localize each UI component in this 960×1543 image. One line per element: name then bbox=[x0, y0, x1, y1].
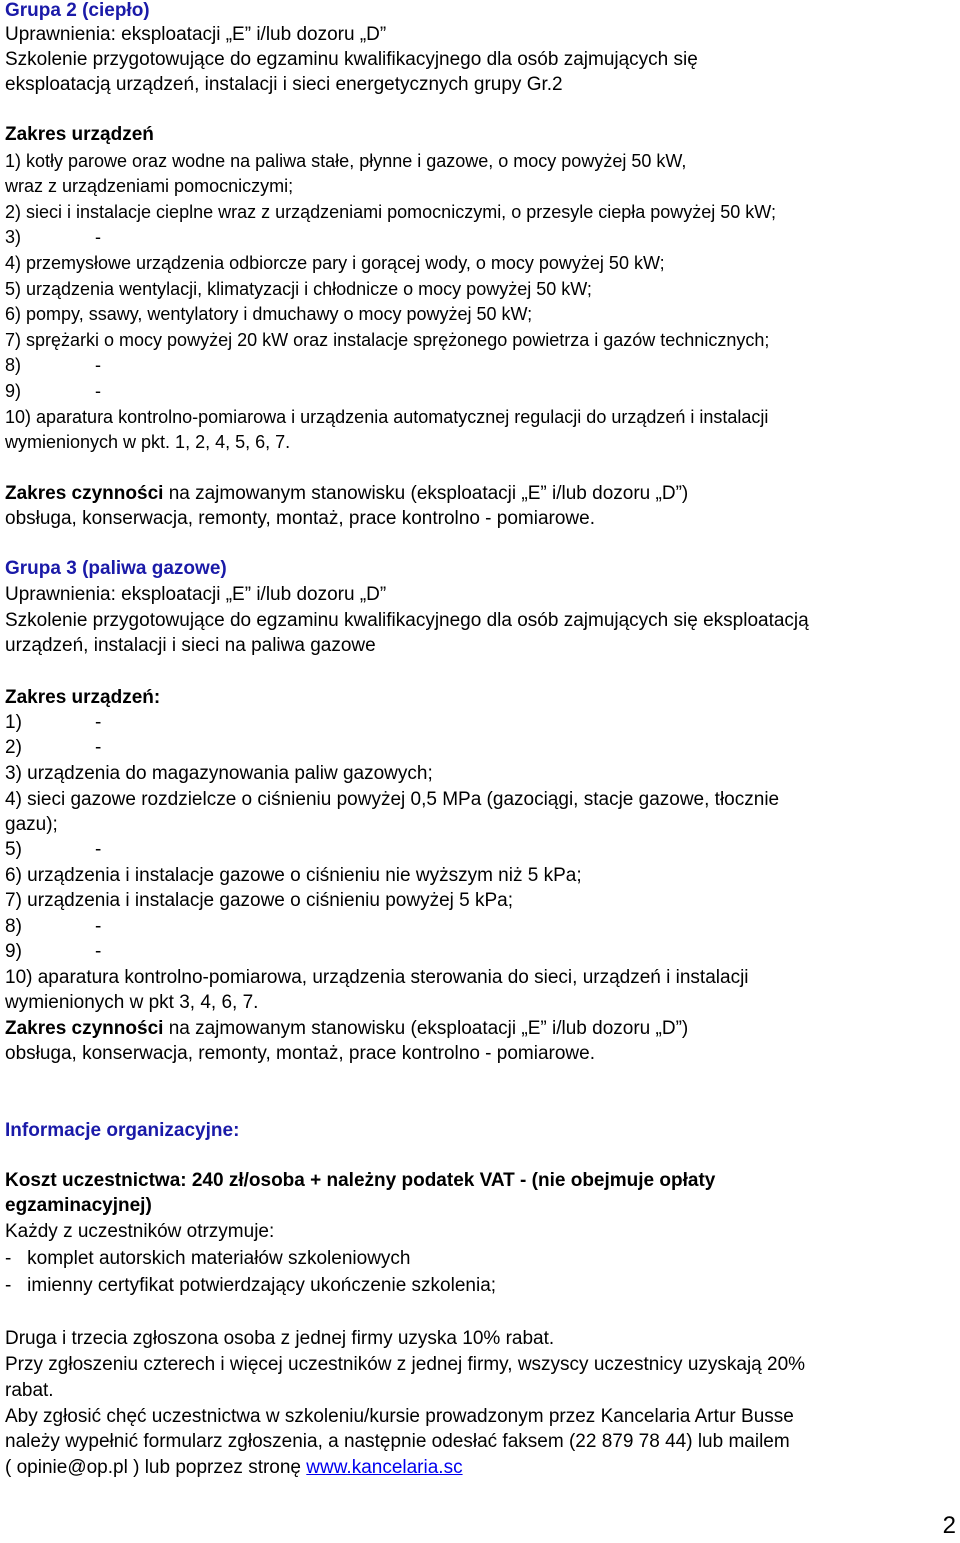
group2-item: wraz z urządzeniami pomocniczymi; bbox=[5, 176, 294, 196]
group2-rights: Uprawnienia: eksploatacji „E” i/lub dozoru „D” bbox=[5, 24, 387, 45]
group3-item: 2) - bbox=[5, 737, 102, 758]
group3-item: 1) - bbox=[5, 712, 102, 733]
group3-item: wymienionych w pkt 3, 4, 6, 7. bbox=[5, 992, 259, 1013]
group2-training-line-2: eksploatacją urządzeń, instalacji i sieci energetycznych grupy Gr.2 bbox=[5, 74, 563, 95]
group3-item: 8) - bbox=[5, 916, 102, 937]
group3-item: 9) - bbox=[5, 941, 102, 962]
group3-activities-list: obsługa, konserwacja, remonty, montaż, prace kontrolno - pomiarowe. bbox=[5, 1043, 595, 1064]
group3-rights: Uprawnienia: eksploatacji „E” i/lub dozoru „D” bbox=[5, 584, 387, 605]
website-link[interactable]: www.kancelaria.sc bbox=[306, 1457, 463, 1478]
apply-line-1: Aby zgłosić chęć uczestnictwa w szkoleniu/kursie prowadzonym przez Kancelaria Artur Busse bbox=[5, 1406, 794, 1427]
group2-item: 7) sprężarki o mocy powyżej 20 kW oraz instalacje sprężonego powietrza i gazów technicznych; bbox=[5, 330, 770, 350]
apply-line-2: należy wypełnić formularz zgłoszenia, a następnie odesłać faksem (22 879 78 44) lub mailem bbox=[5, 1431, 790, 1452]
group3-scope-heading: Zakres urządzeń: bbox=[5, 687, 161, 708]
group3-item: 4) sieci gazowe rozdzielcze o ciśnieniu powyżej 0,5 MPa (gazociągi, stacje gazowe, tłocznie bbox=[5, 789, 780, 810]
group2-item: 6) pompy, ssawy, wentylatory i dmuchawy o mocy powyżej 50 kW; bbox=[5, 304, 533, 324]
page-number: 2 bbox=[942, 1512, 956, 1539]
bullet-item: - komplet autorskich materiałów szkoleniowych bbox=[5, 1248, 411, 1269]
discount-line-3: rabat. bbox=[5, 1380, 54, 1401]
group3-item: 3) urządzenia do magazynowania paliw gazowych; bbox=[5, 763, 433, 784]
group2-item: 9) - bbox=[5, 381, 101, 401]
group2-training-line-1: Szkolenie przygotowujące do egzaminu kwalifikacyjnego dla osób zajmujących się bbox=[5, 49, 698, 70]
group2-item: 10) aparatura kontrolno-pomiarowa i urządzenia automatycznej regulacji do urządzeń i instalacji bbox=[5, 407, 769, 427]
group3-item: 10) aparatura kontrolno-pomiarowa, urządzenia sterowania do sieci, urządzeń i instalacji bbox=[5, 967, 749, 988]
discount-line-1: Druga i trzecia zgłoszona osoba z jednej firmy uzyska 10% rabat. bbox=[5, 1328, 555, 1349]
group2-item: 8) - bbox=[5, 355, 101, 375]
cost-line-1: Koszt uczestnictwa: 240 zł/osoba + należny podatek VAT - (nie obejmuje opłaty bbox=[5, 1170, 716, 1191]
group3-training-line-1: Szkolenie przygotowujące do egzaminu kwalifikacyjnego dla osób zajmujących się eksploatacją bbox=[5, 610, 809, 631]
group3-item: 5) - bbox=[5, 839, 102, 860]
group3-activities: Zakres czynności na zajmowanym stanowisku (eksploatacji „E” i/lub dozoru „D”) bbox=[5, 1018, 689, 1039]
group2-item: 3) - bbox=[5, 227, 101, 247]
discount-line-2: Przy zgłoszeniu czterech i więcej uczestników z jednej firmy, wszyscy uczestnicy uzyskają 20% bbox=[5, 1354, 806, 1375]
group2-item: wymienionych w pkt. 1, 2, 4, 5, 6, 7. bbox=[5, 432, 291, 452]
group3-training-line-2: urządzeń, instalacji i sieci na paliwa gazowe bbox=[5, 635, 376, 656]
apply-line-3: ( opinie@op.pl ) lub poprzez stronę www.kancelaria.sc bbox=[5, 1457, 463, 1478]
receives-text: Każdy z uczestników otrzymuje: bbox=[5, 1221, 275, 1242]
group2-activities: Zakres czynności na zajmowanym stanowisku (eksploatacji „E” i/lub dozoru „D”) bbox=[5, 483, 689, 504]
group2-scope-heading: Zakres urządzeń bbox=[5, 124, 154, 145]
bullet-item: - imienny certyfikat potwierdzający ukończenie szkolenia; bbox=[5, 1275, 497, 1296]
group2-item: 2) sieci i instalacje cieplne wraz z urządzeniami pomocniczymi, o przesyle ciepła powyżej 50 kW; bbox=[5, 202, 776, 222]
activities-label: Zakres czynności bbox=[5, 483, 164, 504]
group3-title: Grupa 3 (paliwa gazowe) bbox=[5, 558, 227, 579]
group2-item: 1) kotły parowe oraz wodne na paliwa stałe, płynne i gazowe, o mocy powyżej 50 kW, bbox=[5, 151, 687, 171]
group3-item: 6) urządzenia i instalacje gazowe o ciśnieniu nie wyższym niż 5 kPa; bbox=[5, 865, 582, 886]
info-heading: Informacje organizacyjne: bbox=[5, 1120, 240, 1141]
cost-line-2: egzaminacyjnej) bbox=[5, 1195, 152, 1216]
activities-label: Zakres czynności bbox=[5, 1018, 164, 1039]
group3-item: gazu); bbox=[5, 814, 58, 835]
group3-item: 7) urządzenia i instalacje gazowe o ciśnieniu powyżej 5 kPa; bbox=[5, 890, 513, 911]
group2-title: Grupa 2 (ciepło) bbox=[5, 0, 150, 21]
group2-item: 5) urządzenia wentylacji, klimatyzacji i chłodnicze o mocy powyżej 50 kW; bbox=[5, 279, 592, 299]
group2-activities-list: obsługa, konserwacja, remonty, montaż, prace kontrolno - pomiarowe. bbox=[5, 508, 595, 529]
group2-item: 4) przemysłowe urządzenia odbiorcze pary i gorącej wody, o mocy powyżej 50 kW; bbox=[5, 253, 665, 273]
